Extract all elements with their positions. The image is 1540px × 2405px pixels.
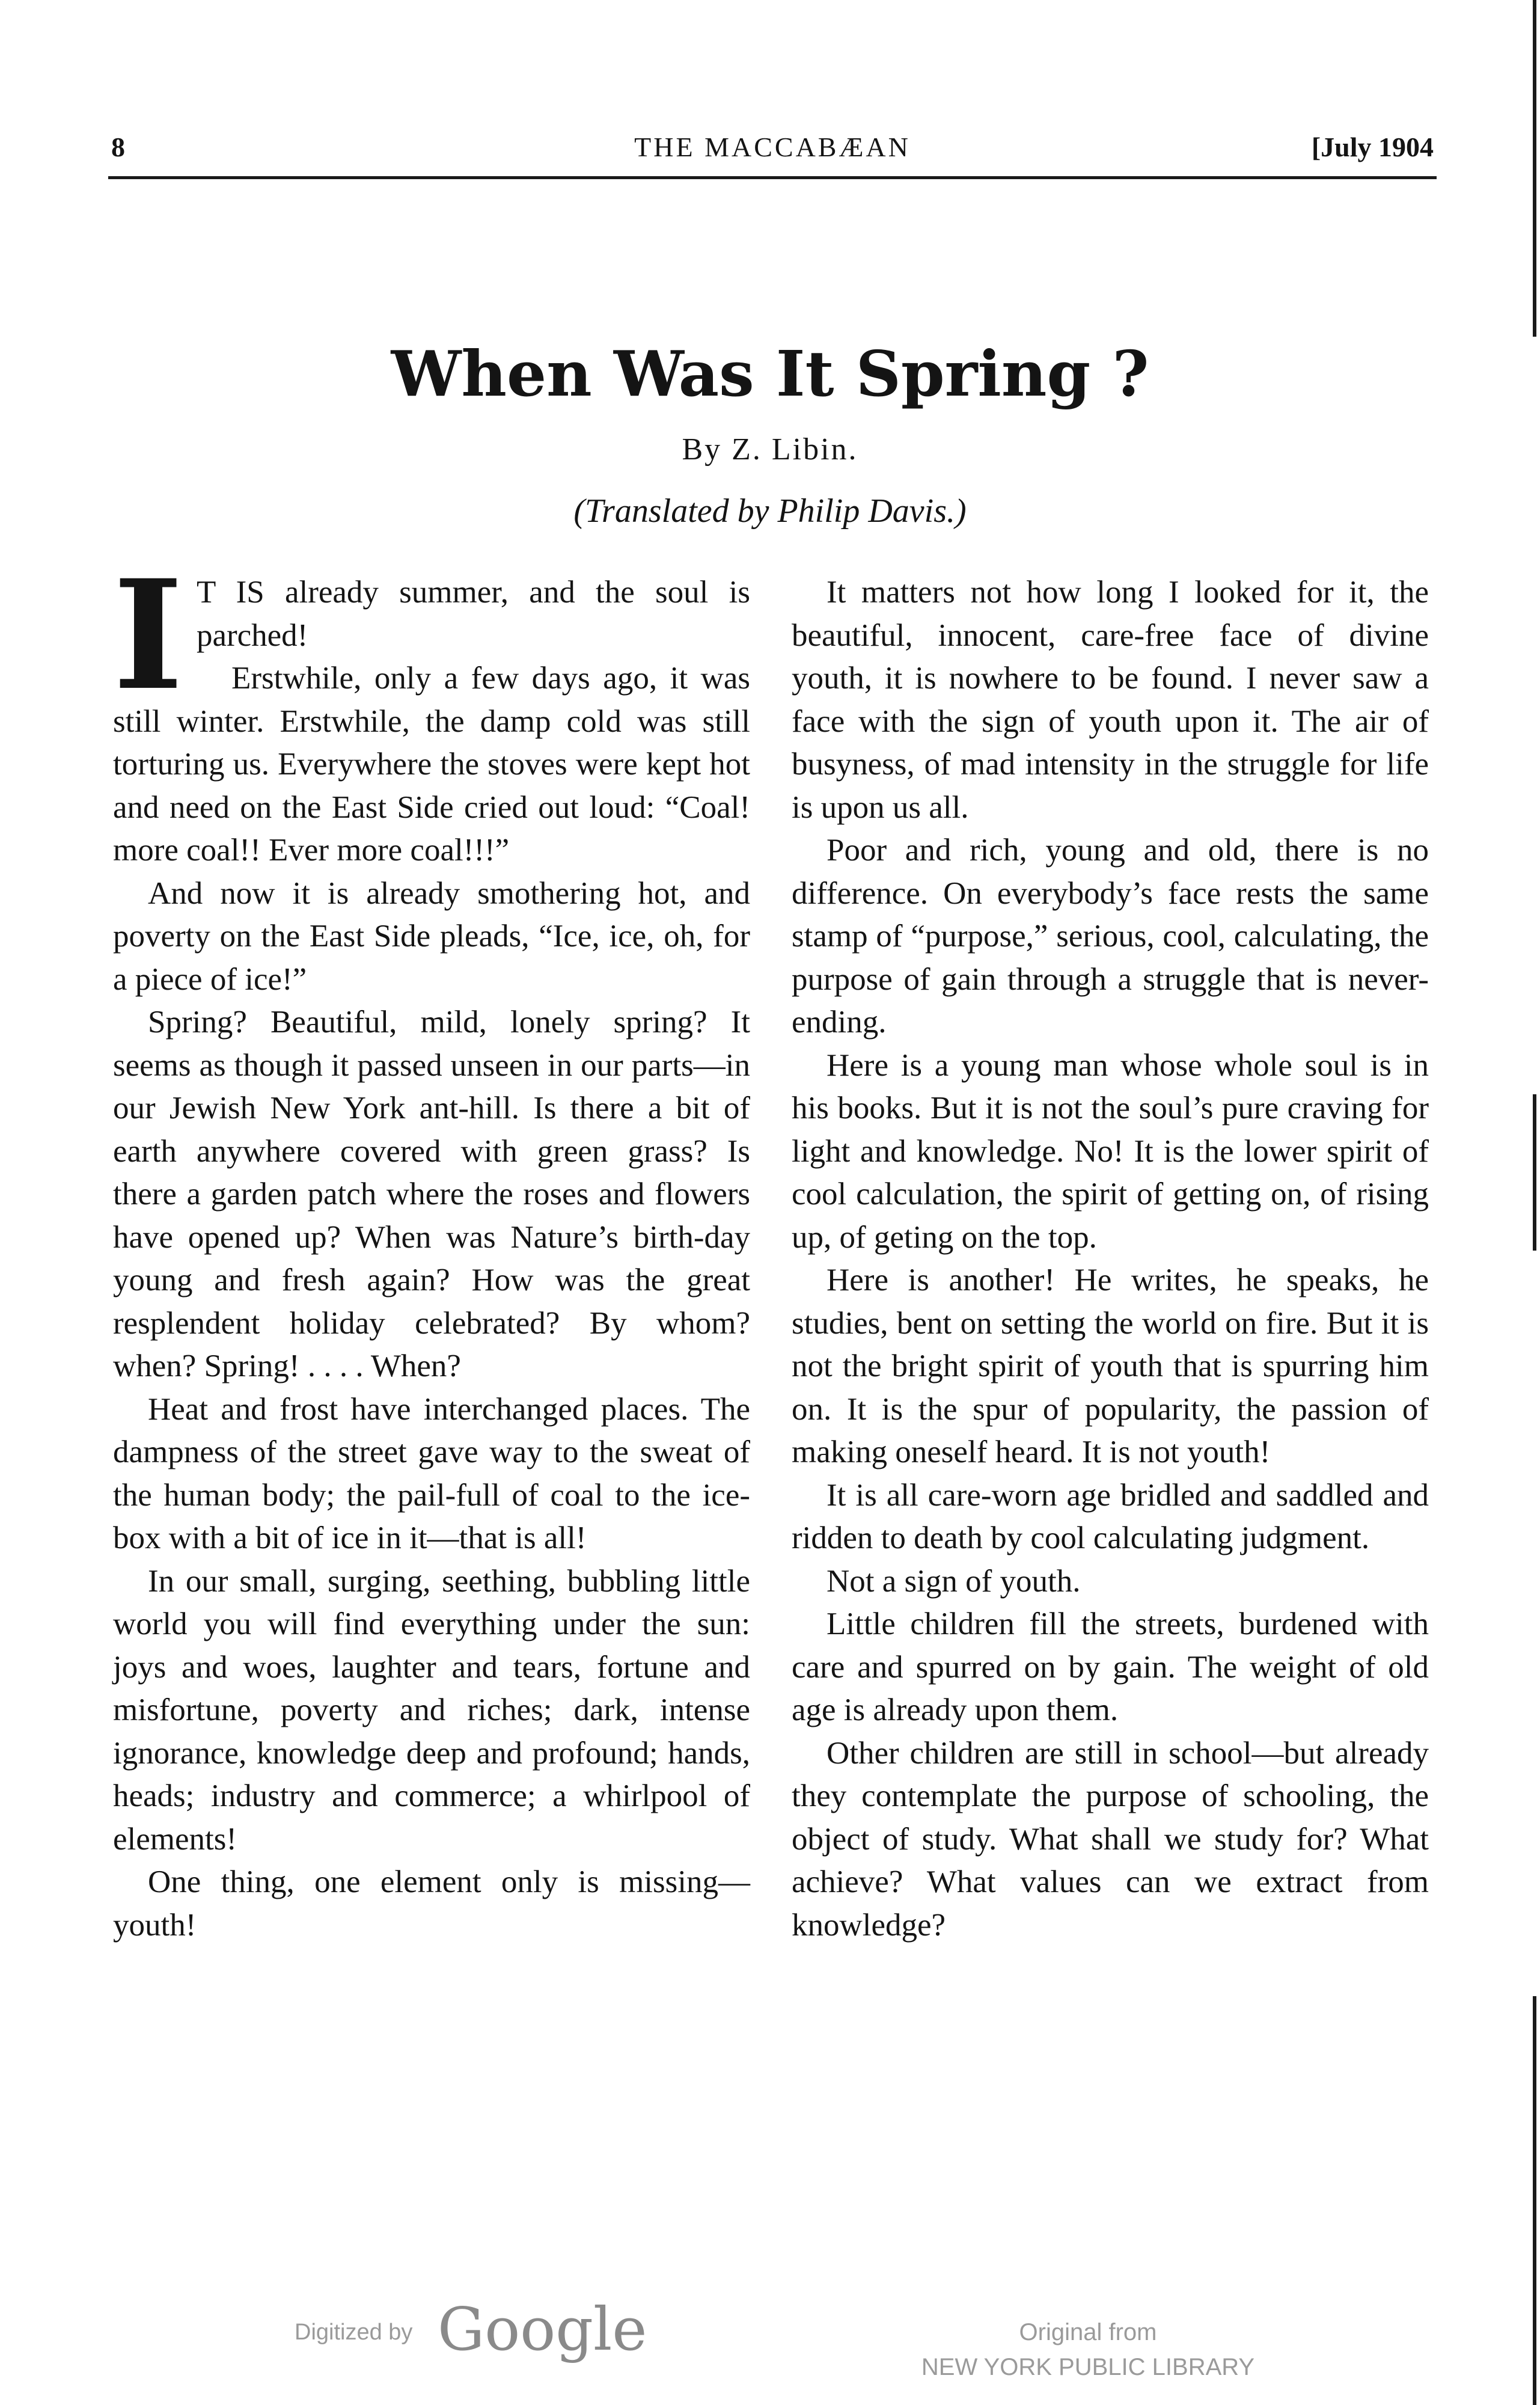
paragraph: Other children are still in school—but already they contemplate the purpose of schooling, the object of study. What shall we study for? What achieve? What values can we extract from knowledge? — [792, 1735, 1429, 1943]
paragraph: Here is another! He writes, he speaks, he studies, bent on setting the world on fire. But it is not the bright spirit of youth that is spurring him on. It is the spur of popularity, the passion of making oneself heard. It is not youth! — [792, 1263, 1429, 1469]
journal-title: THE MACCABÆAN — [634, 132, 911, 162]
library-credit — [896, 2315, 1280, 2385]
scan-edge-line — [1533, 1094, 1536, 1251]
page-number: 8 — [111, 132, 125, 162]
right-column — [792, 571, 1429, 1947]
digitized-by-label: Digitized by — [295, 2320, 413, 2345]
paragraph: Poor and rich, young and old, there is no difference. On everybody’s face rests the same stamp of “purpose,” serious, cool, calculating, the purpose of gain through a struggle that is never-ending. — [792, 833, 1429, 1040]
paragraph: Erstwhile, only a few days ago, it was still winter. Erstwhile, the damp cold was still torturing us. Everywhere the stoves were kept hot and need on the East Side cried out loud: “Coal! more coal!! Ever more coal!!!” — [113, 661, 750, 868]
paragraph: Here is a young man whose whole soul is in his books. But it is not the soul’s pure craving for light and knowledge. No! It is the lower spirit of cool calculation, the spirit of getting on, of rising up, of geting on the top. — [792, 1047, 1429, 1255]
paragraph — [113, 547, 750, 723]
google-logo: Google — [438, 2296, 647, 2364]
paragraph: Heat and frost have interchanged places. The dampness of the street gave way to the sweat of the human body; the pail-full of coal to the ice-box with a bit of ice in it—that is all! — [113, 1391, 750, 1555]
paragraph: In our small, surging, seething, bubbling little world you will find everything under the sun: joys and woes, laughter and tears, fortune and misfortune, poverty and riches; dark, intense ignorance, knowledge deep and profound; hands, heads; industry and commerce; a whirlpool of elements! — [113, 1563, 750, 1857]
scan-edge-line — [1533, 1996, 1536, 2405]
article-title: When Was It Spring ? — [391, 337, 1149, 411]
left-column — [113, 547, 750, 1947]
scan-edge-line — [1533, 0, 1536, 337]
original-from-label: Original from — [1019, 2319, 1157, 2345]
article-byline: By Z. Libin. — [682, 432, 858, 467]
running-header — [111, 131, 1434, 173]
issue-date: [July 1904 — [1311, 132, 1434, 162]
paragraph: Not a sign of youth. — [827, 1563, 1081, 1599]
paragraph: It matters not how long I looked for it, the beautiful, innocent, care-free face of divine youth, it is nowhere to be found. I never saw a face with the sign of youth upon it. The air of busyness, of mad intensity in the struggle for life is upon us all. — [792, 575, 1429, 825]
paragraph-text: T IS already summer, and the soul is parched! — [196, 575, 750, 653]
library-name: NEW YORK PUBLIC LIBRARY — [921, 2354, 1255, 2380]
paragraph: Little children fill the streets, burdened with care and spurred on by gain. The weight of old age is already upon them. — [792, 1607, 1429, 1727]
drop-cap: I — [113, 547, 183, 723]
header-rule — [108, 176, 1437, 179]
paragraph: Spring? Beautiful, mild, lonely spring? It seems as though it passed unseen in our parts—in our Jewish New York ant-hill. Is there a bit of earth anywhere covered with green grass? Is there a garden patch where the roses and flowers have opened up? When was Nature’s birth-day young and fresh again? How was the great resplendent holiday celebrated? By whom? when? Spring! . . . . When? — [113, 1005, 750, 1383]
paragraph: It is all care-worn age bridled and saddled and ridden to death by cool calculating judgment. — [792, 1477, 1429, 1555]
paragraph: One thing, one element only is missing—youth! — [113, 1864, 750, 1943]
article-translator: (Translated by Philip Davis.) — [573, 492, 967, 530]
paragraph: And now it is already smothering hot, and poverty on the East Side pleads, “Ice, ice, oh, for a piece of ice!” — [113, 875, 750, 997]
